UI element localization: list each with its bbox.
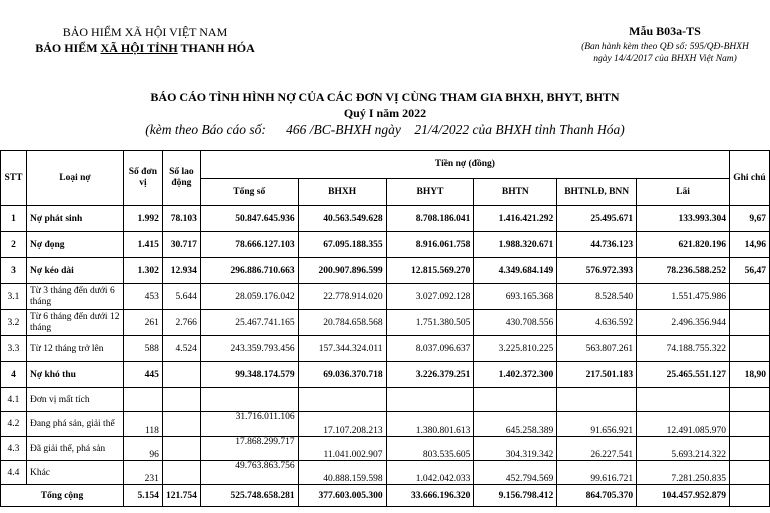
cell-bhtnld: 25.495.671 — [557, 206, 637, 232]
cell-units: 118 — [123, 412, 162, 437]
cell-bhtn: 9.156.798.412 — [474, 485, 557, 507]
cell-type: Khác — [26, 461, 123, 485]
table-row — [1, 310, 770, 336]
cell-units: 261 — [123, 310, 162, 336]
cell-note — [729, 412, 769, 437]
cell-bhtnld: 91.656.921 — [557, 412, 637, 437]
col-workers: Số lao động — [162, 151, 200, 206]
cell-bhtn: 4.349.684.149 — [474, 258, 557, 284]
cell-bhyt: 1.751.380.505 — [386, 310, 474, 336]
col-bhxh: BHXH — [298, 179, 386, 206]
cell-units: 1.992 — [123, 206, 162, 232]
cell-stt: 4.4 — [1, 461, 27, 485]
table-row — [1, 362, 770, 388]
cell-interest: 621.820.196 — [637, 232, 730, 258]
cell-bhtnld: 563.807.261 — [557, 336, 637, 362]
cell-bhyt: 1.042.042.033 — [386, 461, 474, 485]
table-row — [1, 284, 770, 310]
cell-bhxh: 157.344.324.011 — [298, 336, 386, 362]
cell-stt: 2 — [1, 232, 27, 258]
cell-interest: 104.457.952.879 — [637, 485, 730, 507]
col-bhtnld: BHTNLĐ, BNN — [557, 179, 637, 206]
report-title: BÁO CÁO TÌNH HÌNH NỢ CỦA CÁC ĐƠN VỊ CÙNG THAM GIA BHXH, BHYT, BHTN — [150, 90, 620, 104]
cell-bhyt: 8.708.186.041 — [386, 206, 474, 232]
cell-interest: 74.188.755.322 — [637, 336, 730, 362]
cell-units: 1.302 — [123, 258, 162, 284]
report-reference: (kèm theo Báo cáo số: 466 /BC-BHXH ngày 21/4/2022 của BHXH tỉnh Thanh Hóa) — [145, 122, 625, 137]
col-interest: Lãi — [637, 179, 730, 206]
cell-total: 17.868.299.717 — [200, 437, 298, 461]
agency-line-2: BẢO HIỂM XÃ HỘI TỈNH THANH HÓA — [35, 41, 255, 55]
cell-total: 296.886.710.663 — [200, 258, 298, 284]
cell-bhtnld: 576.972.393 — [557, 258, 637, 284]
cell-stt: 4 — [1, 362, 27, 388]
table-row — [1, 388, 770, 412]
cell-interest: 1.551.475.986 — [637, 284, 730, 310]
cell-total: 99.348.174.579 — [200, 362, 298, 388]
col-money-group: Tiền nợ (đồng) — [200, 151, 729, 179]
cell-units: 445 — [123, 362, 162, 388]
cell-bhtnld: 99.616.721 — [557, 461, 637, 485]
cell-units: 1.415 — [123, 232, 162, 258]
cell-bhtn: 693.165.368 — [474, 284, 557, 310]
cell-stt: 4.2 — [1, 412, 27, 437]
col-total: Tổng số — [200, 179, 298, 206]
cell-bhxh: 67.095.188.355 — [298, 232, 386, 258]
col-type: Loại nợ — [26, 151, 123, 206]
cell-bhtnld: 26.227.541 — [557, 437, 637, 461]
cell-workers — [162, 362, 200, 388]
cell-total — [200, 388, 298, 412]
report-period: Quý I năm 2022 — [343, 106, 427, 120]
cell-bhtnld: 864.705.370 — [557, 485, 637, 507]
cell-interest: 78.236.588.252 — [637, 258, 730, 284]
cell-bhtn: 645.258.389 — [474, 412, 557, 437]
cell-bhxh: 40.888.159.598 — [298, 461, 386, 485]
cell-workers: 2.766 — [162, 310, 200, 336]
cell-workers — [162, 461, 200, 485]
col-units: Số đơn vị — [123, 151, 162, 206]
cell-type: Nợ khó thu — [26, 362, 123, 388]
cell-bhyt: 803.535.605 — [386, 437, 474, 461]
col-bhyt: BHYT — [386, 179, 474, 206]
cell-note: 56,47 — [729, 258, 769, 284]
cell-stt: 3.2 — [1, 310, 27, 336]
agency-header — [0, 24, 290, 56]
form-code: Mẫu B03a-TS — [629, 24, 701, 38]
cell-bhtn: 1.402.372.300 — [474, 362, 557, 388]
cell-workers: 5.644 — [162, 284, 200, 310]
cell-units: 96 — [123, 437, 162, 461]
cell-bhtnld: 8.528.540 — [557, 284, 637, 310]
cell-bhyt — [386, 388, 474, 412]
cell-type: Đã giải thể, phá sản — [26, 437, 123, 461]
cell-type: Từ 3 tháng đến dưới 6 tháng — [26, 284, 123, 310]
cell-interest: 133.993.304 — [637, 206, 730, 232]
cell-type: Nợ phát sinh — [26, 206, 123, 232]
form-header — [560, 24, 770, 65]
cell-bhtn: 452.794.569 — [474, 461, 557, 485]
cell-stt: 3.3 — [1, 336, 27, 362]
cell-total: 25.467.741.165 — [200, 310, 298, 336]
table-row — [1, 232, 770, 258]
cell-units: 588 — [123, 336, 162, 362]
form-note: (Ban hành kèm theo QĐ số: 595/QĐ-BHXH ngày 14/4/2017 của BHXH Việt Nam) — [581, 42, 749, 64]
cell-note: 14,96 — [729, 232, 769, 258]
cell-units: 453 — [123, 284, 162, 310]
cell-bhtn: 1.988.320.671 — [474, 232, 557, 258]
cell-units: 231 — [123, 461, 162, 485]
cell-note — [729, 310, 769, 336]
cell-total: 525.748.658.281 — [200, 485, 298, 507]
cell-bhtn — [474, 388, 557, 412]
table-row — [1, 206, 770, 232]
cell-bhxh: 20.784.658.568 — [298, 310, 386, 336]
cell-total: 78.666.127.103 — [200, 232, 298, 258]
cell-note — [729, 388, 769, 412]
table-row — [1, 461, 770, 485]
cell-bhxh: 200.907.896.599 — [298, 258, 386, 284]
cell-workers: 12.934 — [162, 258, 200, 284]
cell-bhxh: 40.563.549.628 — [298, 206, 386, 232]
cell-workers — [162, 412, 200, 437]
cell-stt: 4.3 — [1, 437, 27, 461]
table-row — [1, 437, 770, 461]
cell-bhxh — [298, 388, 386, 412]
cell-bhyt: 8.037.096.637 — [386, 336, 474, 362]
cell-note — [729, 485, 769, 507]
cell-interest — [637, 388, 730, 412]
cell-note — [729, 284, 769, 310]
cell-workers: 78.103 — [162, 206, 200, 232]
agency-line-1: BẢO HIỂM XÃ HỘI VIỆT NAM — [62, 25, 228, 39]
cell-stt: 1 — [1, 206, 27, 232]
cell-interest: 12.491.085.970 — [637, 412, 730, 437]
cell-bhyt: 3.027.092.128 — [386, 284, 474, 310]
table-row — [1, 412, 770, 437]
cell-workers: 30.717 — [162, 232, 200, 258]
cell-bhxh: 17.107.208.213 — [298, 412, 386, 437]
cell-units — [123, 388, 162, 412]
col-bhtn: BHTN — [474, 179, 557, 206]
cell-bhtnld — [557, 388, 637, 412]
cell-bhxh: 11.041.002.907 — [298, 437, 386, 461]
cell-bhyt: 33.666.196.320 — [386, 485, 474, 507]
cell-bhyt: 12.815.569.270 — [386, 258, 474, 284]
cell-interest: 2.496.356.944 — [637, 310, 730, 336]
cell-interest: 25.465.551.127 — [637, 362, 730, 388]
col-stt: STT — [1, 151, 27, 206]
cell-bhtnld: 4.636.592 — [557, 310, 637, 336]
cell-note: 9,67 — [729, 206, 769, 232]
cell-interest: 5.693.214.322 — [637, 437, 730, 461]
cell-workers: 121.754 — [162, 485, 200, 507]
cell-stt: 4.1 — [1, 388, 27, 412]
cell-workers — [162, 388, 200, 412]
cell-type: Đơn vị mất tích — [26, 388, 123, 412]
cell-workers: 4.524 — [162, 336, 200, 362]
cell-type: Từ 12 tháng trở lên — [26, 336, 123, 362]
table-row — [1, 336, 770, 362]
cell-bhxh: 22.778.914.020 — [298, 284, 386, 310]
cell-note — [729, 437, 769, 461]
cell-type: Đang phá sản, giải thể — [26, 412, 123, 437]
cell-workers — [162, 437, 200, 461]
cell-total: 50.847.645.936 — [200, 206, 298, 232]
cell-interest: 7.281.250.835 — [637, 461, 730, 485]
cell-bhtn: 430.708.556 — [474, 310, 557, 336]
cell-bhyt: 1.380.801.613 — [386, 412, 474, 437]
cell-bhyt: 3.226.379.251 — [386, 362, 474, 388]
cell-note — [729, 461, 769, 485]
cell-bhxh: 69.036.370.718 — [298, 362, 386, 388]
cell-bhtn: 304.319.342 — [474, 437, 557, 461]
cell-note: 18,90 — [729, 362, 769, 388]
cell-total: 243.359.793.456 — [200, 336, 298, 362]
cell-bhxh: 377.603.005.300 — [298, 485, 386, 507]
cell-bhyt: 8.916.061.758 — [386, 232, 474, 258]
cell-note — [729, 336, 769, 362]
cell-type: Từ 6 tháng đến dưới 12 tháng — [26, 310, 123, 336]
cell-total: 49.763.863.756 — [200, 461, 298, 485]
cell-total: 28.059.176.042 — [200, 284, 298, 310]
cell-bhtn: 3.225.810.225 — [474, 336, 557, 362]
cell-type: Nợ đọng — [26, 232, 123, 258]
cell-bhtnld: 44.736.123 — [557, 232, 637, 258]
cell-bhtn: 1.416.421.292 — [474, 206, 557, 232]
cell-total-label: Tổng cộng — [1, 485, 124, 507]
cell-bhtnld: 217.501.183 — [557, 362, 637, 388]
cell-stt: 3 — [1, 258, 27, 284]
debt-table — [0, 150, 770, 507]
cell-total: 31.716.011.106 — [200, 412, 298, 437]
table-row — [1, 258, 770, 284]
cell-type: Nợ kéo dài — [26, 258, 123, 284]
cell-stt: 3.1 — [1, 284, 27, 310]
totals-row — [1, 485, 770, 507]
cell-units: 5.154 — [123, 485, 162, 507]
col-note: Ghi chú — [729, 151, 769, 206]
